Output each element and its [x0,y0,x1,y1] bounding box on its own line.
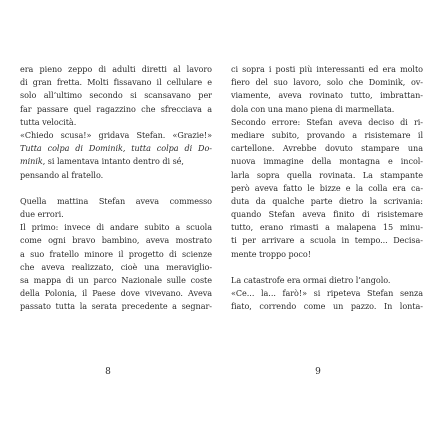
paragraph-gap [231,261,423,274]
text-line: tutto, erano rimasti a malapena 15 minu- [231,222,423,233]
paragraph-gap [20,182,212,195]
text-line: mediare subito, provando a risistemare il [231,129,423,140]
text-line: ti per arrivare a scuola in tempo... Decisa- [231,235,423,246]
text-line: La catastrofe era ormai dietro l’angolo. [231,275,391,285]
text-line: tutta velocità. [20,116,77,127]
text-line: viamente, aveva rovinato tutto, imbrattan- [231,90,423,101]
text-line: due errori. [20,209,64,220]
text-line: mente troppo poco! [231,248,311,259]
text-line: della Polonia, il Paese dove vivevano. Aveva [20,288,212,299]
text-line: cartellone. Avrebbe dovuto stampare una [231,143,423,154]
text-line: sa mappa di un parco Nazionale sulle coste [20,275,212,285]
text-line: duta da qualche parte dietro la scrivania: [231,195,423,206]
text-line: come ogni bravo bambino, aveva mostrato [20,235,212,246]
text-line: ci sopra i posti più interessanti ed era molto [231,64,423,74]
text-line: pensando al fratello. [20,169,104,180]
italic-segment: minik [20,156,43,167]
text-line: che aveva realizzato, cioè una meraviglio- [20,261,212,272]
page-number: 8 [105,367,111,377]
left-page-text [20,63,212,314]
text-line: era pieno zeppo di adulti diretti al lavoro [20,64,212,74]
text-line: fiero del suo lavoro, solo che Dominik, ov- [231,77,423,88]
text-line: Il primo: invece di andare subito a scuola [20,222,212,233]
text-line: fiato, correndo come un pazzo. In lonta- [231,301,423,312]
text-line: passato tutta la serata precedente a segnar- [20,301,212,312]
right-page [221,0,441,441]
text-line: larla sopra quella rovinata. La stampante [231,169,423,180]
text-line: a suo fratello minore il progetto di scienze [20,248,212,259]
text-line: nuova immagine della montagna e incol- [231,156,423,167]
text-line-italic: Tutta colpa di Dominik, tutta colpa di Do- [20,143,212,154]
text-line: però aveva fatto le bizze e la colla era ca- [231,182,423,193]
text-line: Secondo errore: Stefan aveva deciso di ri- [231,116,423,127]
text-line: Quella mattina Stefan aveva commesso [20,195,212,206]
text-line-mixed [20,155,212,168]
text-line: «Chiedo scusa!» gridava Stefan. «Grazie!» [20,129,212,140]
right-page-text [231,63,423,314]
left-page [0,0,220,441]
page-number: 9 [315,367,321,377]
text-line: dola con una mano piena di marmellata. [231,103,395,114]
text-line: far passare quel ragazzino che sfrecciava a [20,103,212,114]
text-line: solo all’ultimo secondo si scansavano per [20,90,212,101]
text-line: quando Stefan aveva finito di risistemare [231,209,423,220]
text-line: «Ce... la... farò!» si ripeteva Stefan senza [231,288,423,299]
text-line: di gran fretta. Molti fissavano il cellulare e [20,77,212,88]
text-segment: , si lamentava intanto dentro di sé, [42,156,184,167]
